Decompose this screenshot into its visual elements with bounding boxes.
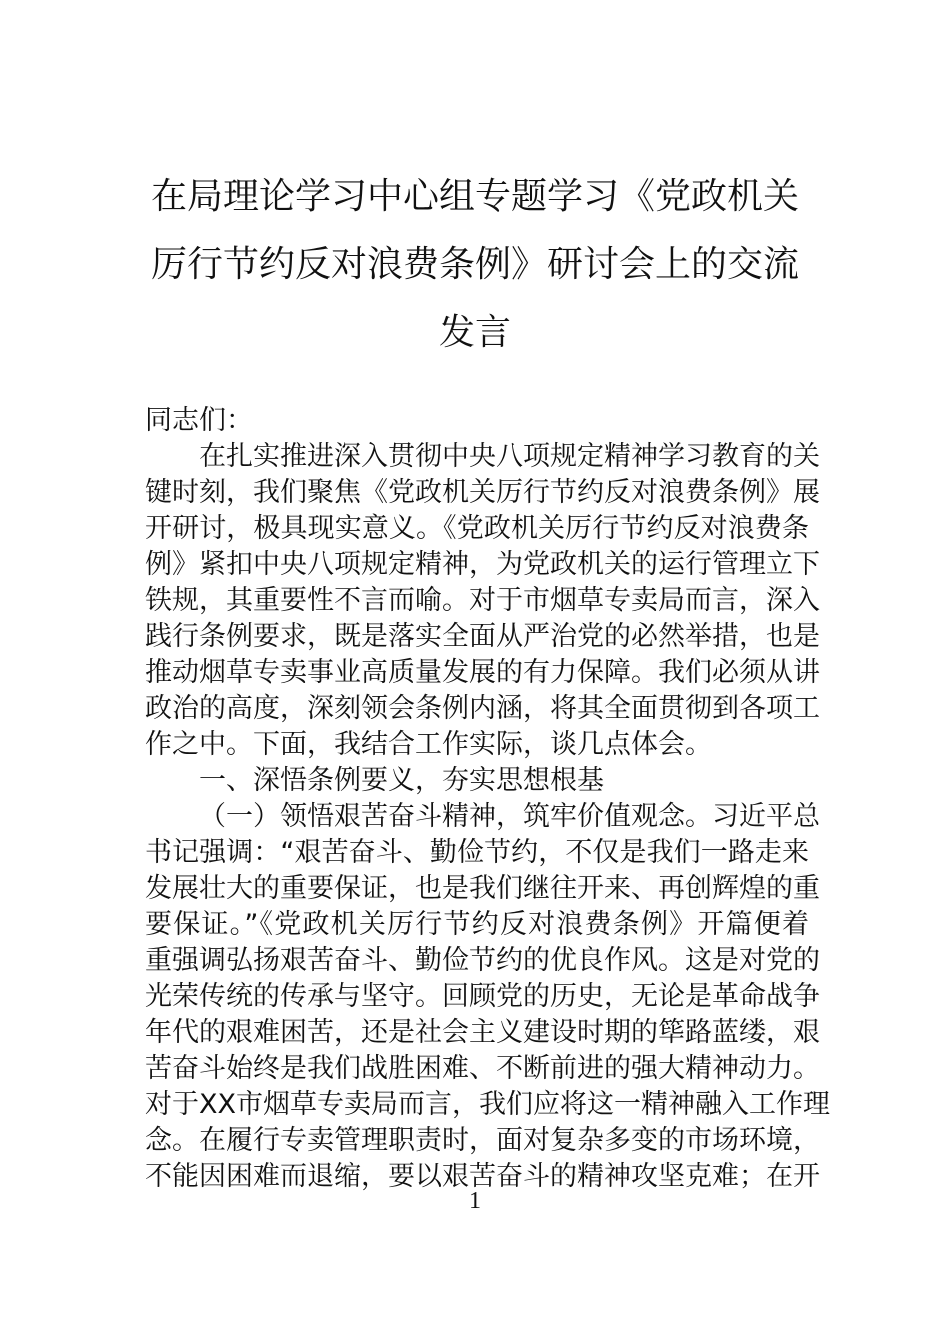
section-heading: 一、深悟条例要义，夯实思想根基 bbox=[199, 765, 604, 796]
paragraph-line: 年代的艰难困苦，还是社会主义建设时期的筚路蓝缕，艰 bbox=[145, 1017, 820, 1048]
paragraph-line: 作之中。下面，我结合工作实际，谈几点体会。 bbox=[145, 729, 712, 760]
paragraph-line: 政治的高度，深刻领会条例内涵，将其全面贯彻到各项工 bbox=[145, 693, 820, 724]
paragraph-line: 对于XX市烟草专卖局而言，我们应将这一精神融入工作理 bbox=[145, 1089, 830, 1120]
paragraph-line: 念。在履行专卖管理职责时，面对复杂多变的市场环境， bbox=[145, 1125, 820, 1156]
document-title bbox=[0, 163, 950, 367]
title-line: 厉行节约反对浪费条例》研讨会上的交流 bbox=[150, 244, 799, 285]
paragraph-line: 在扎实推进深入贯彻中央八项规定精神学习教育的关 bbox=[199, 441, 820, 472]
document-body bbox=[145, 403, 830, 1195]
paragraph-line: 推动烟草专卖事业高质量发展的有力保障。我们必须从讲 bbox=[145, 657, 820, 688]
paragraph-line: 例》紧扣中央八项规定精神，为党政机关的运行管理立下 bbox=[145, 549, 820, 580]
page-number: 1 bbox=[469, 1188, 481, 1214]
paragraph-line: （一）领悟艰苦奋斗精神，筑牢价值观念。习近平总 bbox=[199, 801, 820, 832]
salutation: 同志们： bbox=[145, 405, 253, 436]
paragraph-line: 光荣传统的传承与坚守。回顾党的历史，无论是革命战争 bbox=[145, 981, 820, 1012]
paragraph-line: 铁规，其重要性不言而喻。对于市烟草专卖局而言，深入 bbox=[145, 585, 820, 616]
paragraph-line: 键时刻，我们聚焦《党政机关厉行节约反对浪费条例》展 bbox=[145, 477, 820, 508]
paragraph-line: 苦奋斗始终是我们战胜困难、不断前进的强大精神动力。 bbox=[145, 1053, 820, 1084]
title-line: 在局理论学习中心组专题学习《党政机关 bbox=[150, 176, 799, 217]
paragraph-line: 不能因困难而退缩，要以艰苦奋斗的精神攻坚克难；在开 bbox=[145, 1161, 820, 1192]
paragraph-line: 发展壮大的重要保证，也是我们继往开来、再创辉煌的重 bbox=[145, 873, 820, 904]
paragraph-line: 重强调弘扬艰苦奋斗、勤俭节约的优良作风。这是对党的 bbox=[145, 945, 820, 976]
title-line: 发言 bbox=[438, 312, 511, 353]
paragraph-line: 书记强调：“艰苦奋斗、勤俭节约，不仅是我们一路走来 bbox=[145, 837, 809, 868]
paragraph-line: 开研讨，极具现实意义。《党政机关厉行节约反对浪费条 bbox=[145, 513, 809, 544]
paragraph-line: 要保证。”《党政机关厉行节约反对浪费条例》开篇便着 bbox=[145, 909, 809, 940]
paragraph-line: 践行条例要求，既是落实全面从严治党的必然举措，也是 bbox=[145, 621, 820, 652]
